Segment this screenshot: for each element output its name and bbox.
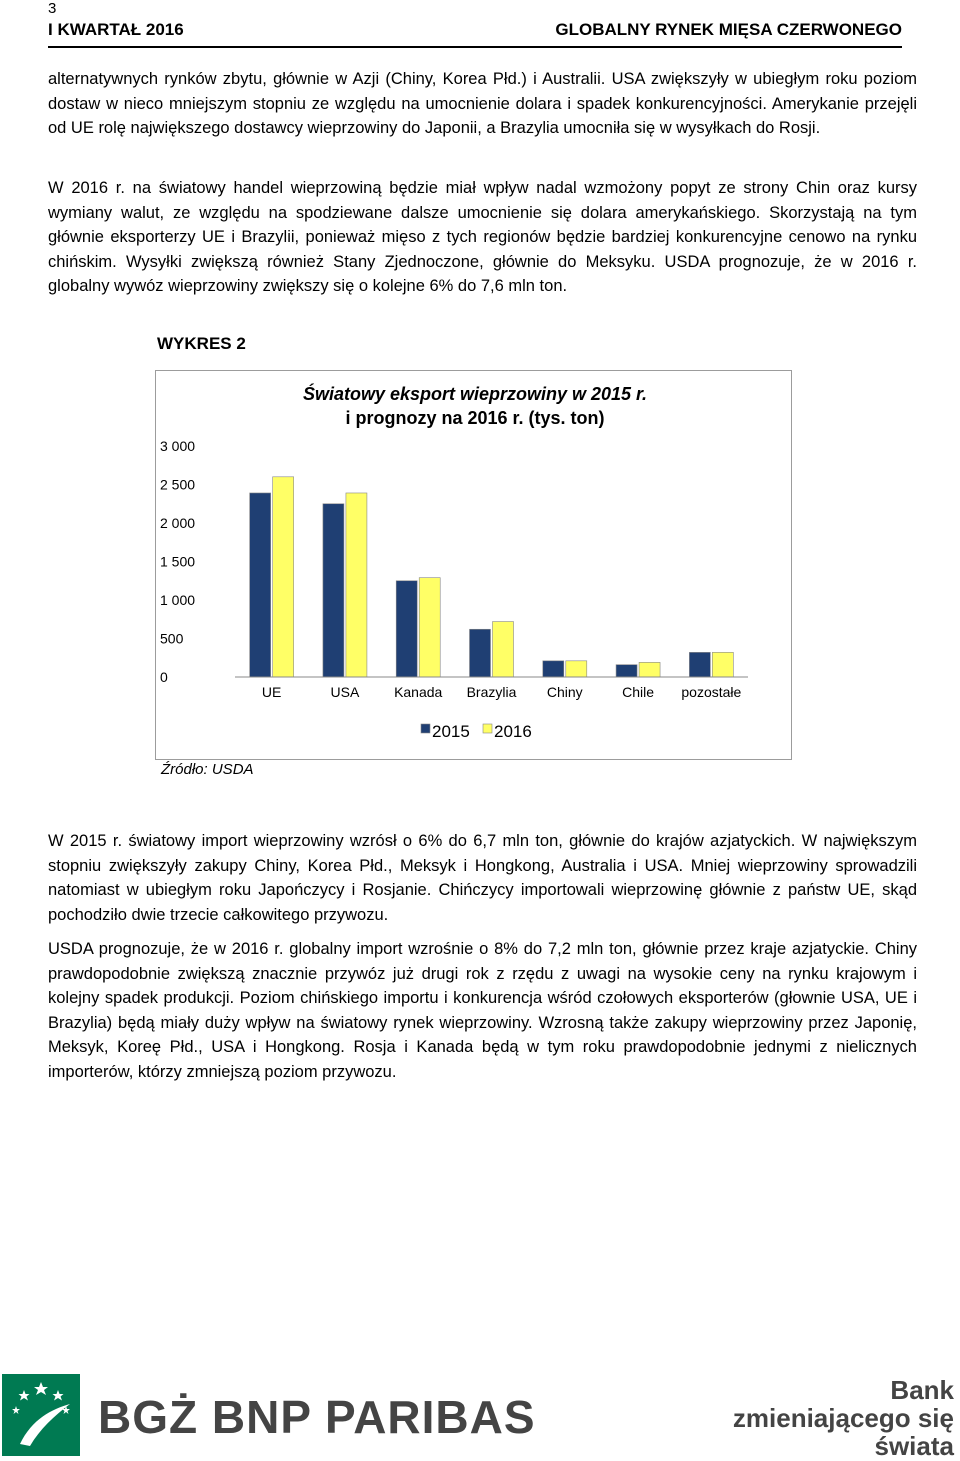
bar-2016	[493, 622, 514, 677]
header-title: GLOBALNY RYNEK MIĘSA CZERWONEGO	[555, 20, 902, 39]
paragraph-import-2016: USDA prognozuje, że w 2016 r. globalny import wzrośnie o 8% do 7,2 mln ton, głównie przez kraje azjatyckie. Chiny prawdopodobnie zwiększą znacznie przywóz już drugi rok z rzędu z uwagi na wysokie ceny na rynku krajowym i kolejny spadek produkcji. Poziom chińskiego importu i konkurencja wśród czołowych eksporterów (głownie USA, UE i Brazylia) będą miały duży wpływ na światowy rynek wieprzowiny. Wzrosną także zakupy wieprzowiny przez Japonię, Meksyk, Koreę Płd., USA i Hongkong. Rosja i Kanada będą w tym roku prawdopodobnie jednymi z nielicznych importerów, którzy zmniejszą poziom przywozu.	[48, 940, 917, 1081]
y-tick-label: 2 000	[160, 515, 196, 531]
slogan-line: Bank	[890, 1375, 954, 1405]
chart-title: Światowy eksport wieprzowiny w 2015 r.	[302, 384, 648, 404]
y-tick-label: 3 000	[160, 438, 196, 454]
bar-2016	[566, 661, 587, 677]
bank-logo	[0, 1372, 536, 1460]
header-rule	[48, 46, 902, 48]
chart-subtitle: i prognozy na 2016 r. (tys. ton)	[345, 408, 605, 428]
slogan	[724, 1376, 954, 1460]
bar-2015	[543, 661, 564, 677]
x-tick-label: Kanada	[394, 684, 443, 700]
slogan-line: świata	[874, 1431, 954, 1461]
legend-label-2015: 2015	[432, 722, 470, 741]
chart-caption: WYKRES 2	[157, 334, 246, 353]
bar-2016	[346, 493, 367, 677]
bar-2016	[273, 477, 294, 677]
legend-swatch-2015	[421, 724, 430, 733]
x-tick-label: pozostałe	[681, 684, 742, 700]
slogan-line: zmieniającego się	[732, 1403, 954, 1433]
legend-label-2016: 2016	[494, 722, 532, 741]
y-tick-label: 0	[160, 669, 168, 685]
logo-wordmark: BGŻ BNP PARIBAS	[98, 1391, 536, 1443]
bar-2015	[396, 581, 417, 677]
header-quarter: I KWARTAŁ 2016	[48, 20, 184, 39]
bar-2016	[419, 578, 440, 677]
bar-2015	[323, 504, 344, 677]
y-tick-label: 2 500	[160, 476, 196, 493]
bar-2015	[470, 629, 491, 677]
y-tick-label: 1 500	[160, 553, 196, 570]
paragraph-import-2015: W 2015 r. światowy import wieprzowiny wzrósł o 6% do 6,7 mln ton, głównie do krajów azjatyckich. W największym stopniu zwiększyły zakupy Chiny, Korea Płd., Meksyk i Hongkong, Australia i USA. Mniej wieprzowiny sprowadzili natomiast w ubiegłym roku Japończycy i Rosjanie. Chińczycy importowali wieprzowinę głównie z państw UE, skąd pochodziło dwie trzecie całkowitego przywozu.	[48, 832, 917, 924]
legend-swatch-2016	[483, 724, 492, 733]
pork-export-chart	[155, 370, 792, 760]
x-tick-label: Chiny	[546, 684, 583, 700]
bar-2016	[712, 652, 733, 677]
bar-2015	[250, 493, 271, 677]
bar-2015	[616, 665, 637, 677]
x-tick-label: USA	[330, 684, 360, 700]
bar-2015	[689, 652, 710, 677]
y-tick-label: 1 000	[160, 592, 196, 608]
paragraph-export-2016: W 2016 r. na światowy handel wieprzowiną będzie miał wpływ nadal wzmożony popyt ze strony Chin oraz kursy wymiany walut, ze względu na spodziewane dalsze umocnienie się dolara amerykańskiego. Skorzystają na tym głównie eksporterzy UE i Brazylii, ponieważ mięso z tych regionów będzie bardziej konkurencyjne cenowo na rynku chińskim. Wysyłki zwiększą również Stany Zjednoczone, głównie do Meksyku. USDA prognozuje, że w 2016 r. globalny wywóz wieprzowiny zwiększy się o kolejne 6% do 7,6 mln ton.	[48, 179, 917, 295]
x-tick-label: UE	[261, 684, 282, 700]
bar-2016	[639, 662, 660, 677]
chart-source: Źródło: USDA	[161, 761, 254, 778]
page-number: 3	[48, 0, 57, 17]
x-tick-label: Chile	[622, 684, 655, 700]
x-tick-label: Brazylia	[466, 684, 517, 700]
stars-logo-icon	[2, 1374, 80, 1456]
y-tick-label: 500	[160, 630, 184, 647]
paragraph-intro: alternatywnych rynków zbytu, głównie w Azji (Chiny, Korea Płd.) i Australii. USA zwiększyły w ubiegłym roku poziom dostaw w nieco mniejszym stopniu ze względu na umocnienie dolara i spadek konkurencyjności. Amerykanie przejęli od UE rolę największego dostawcy wieprzowiny do Japonii, a Brazylia umocniła się w wysyłkach do Rosji.	[48, 70, 917, 137]
